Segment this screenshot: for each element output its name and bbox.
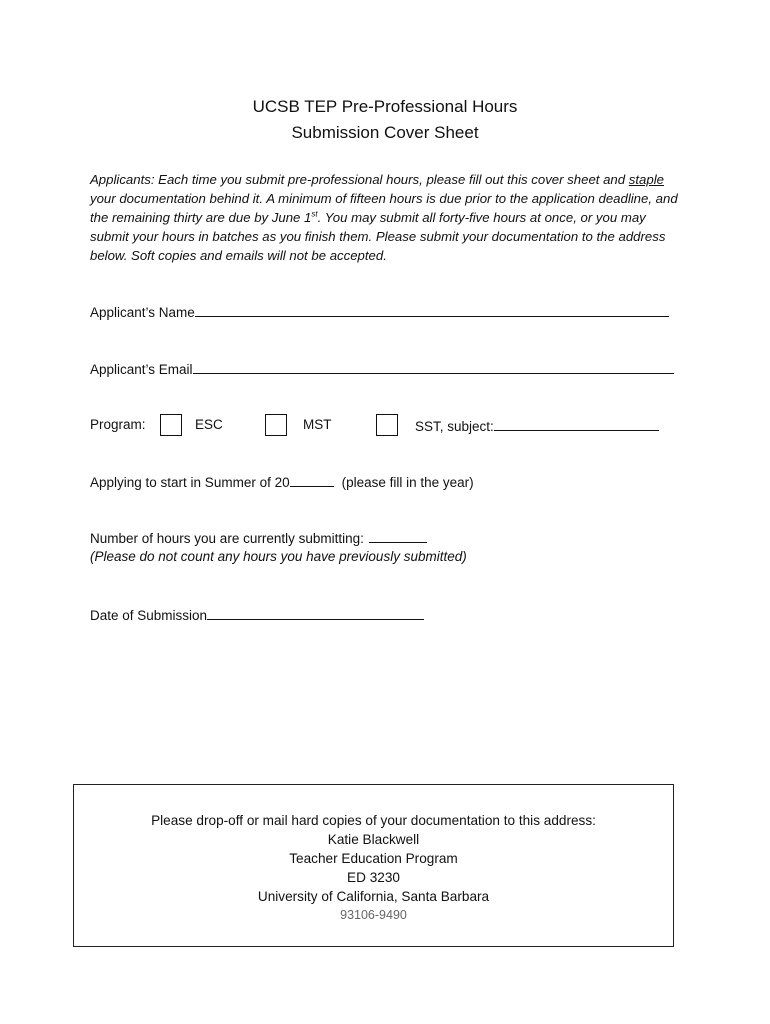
email-field-row xyxy=(90,360,674,379)
program-esc-checkbox[interactable] xyxy=(160,414,182,436)
hours-label: Number of hours you are currently submitting: xyxy=(90,531,364,546)
program-label: Program: xyxy=(90,417,146,432)
year-field-row xyxy=(90,473,474,492)
address-zip: 93106-9490 xyxy=(340,908,407,922)
instructions-superscript: st xyxy=(311,209,318,219)
sst-subject-input-line[interactable] xyxy=(494,417,659,431)
name-label: Applicant’s Name xyxy=(90,305,195,320)
date-field-row xyxy=(90,606,424,625)
address-room: ED 3230 xyxy=(347,870,400,885)
name-input-line[interactable] xyxy=(195,303,669,317)
date-label: Date of Submission xyxy=(90,608,208,623)
instructions-text-2: your documentation behind it. A minimum of fifteen hours is due prior to the application deadline, and the remaining thirty are due by June 1 xyxy=(90,191,678,225)
program-sst-label: SST, subject: xyxy=(415,419,494,434)
email-label: Applicant’s Email xyxy=(90,362,193,377)
page-title: UCSB TEP Pre-Professional Hours xyxy=(252,97,518,116)
address-program: Teacher Education Program xyxy=(289,851,458,866)
year-label: Applying to start in Summer of 20 xyxy=(90,475,290,490)
mailing-address-box xyxy=(73,784,674,947)
date-input-line[interactable] xyxy=(207,606,424,620)
year-hint: (please fill in the year) xyxy=(341,475,474,490)
program-sst-checkbox[interactable] xyxy=(376,414,398,436)
instructions-text-3: . You may submit all forty-five hours at once, or you may submit your hours in batches as you finish them. Please submit your documentation to the address below. Soft copies and emails will not be accepted. xyxy=(90,210,666,263)
page-subtitle: Submission Cover Sheet xyxy=(291,123,479,142)
hours-input-line[interactable] xyxy=(369,529,427,543)
name-field-row xyxy=(90,303,669,322)
hours-field-row xyxy=(90,529,427,548)
program-mst-label: MST xyxy=(303,417,332,432)
program-mst-checkbox[interactable] xyxy=(265,414,287,436)
instructions-underlined-word: staple xyxy=(628,172,664,187)
email-input-line[interactable] xyxy=(193,360,674,374)
instructions-paragraph xyxy=(90,170,680,265)
year-input-line[interactable] xyxy=(290,473,334,487)
hours-note: (Please do not count any hours you have previously submitted) xyxy=(90,549,467,564)
address-intro: Please drop-off or mail hard copies of your documentation to this address: xyxy=(151,813,596,828)
instructions-text-1: Applicants: Each time you submit pre-professional hours, please fill out this cover sheet and xyxy=(90,172,629,187)
address-recipient: Katie Blackwell xyxy=(327,832,420,847)
program-esc-label: ESC xyxy=(195,417,223,432)
address-university: University of California, Santa Barbara xyxy=(257,889,490,904)
program-sst-row xyxy=(415,417,659,434)
